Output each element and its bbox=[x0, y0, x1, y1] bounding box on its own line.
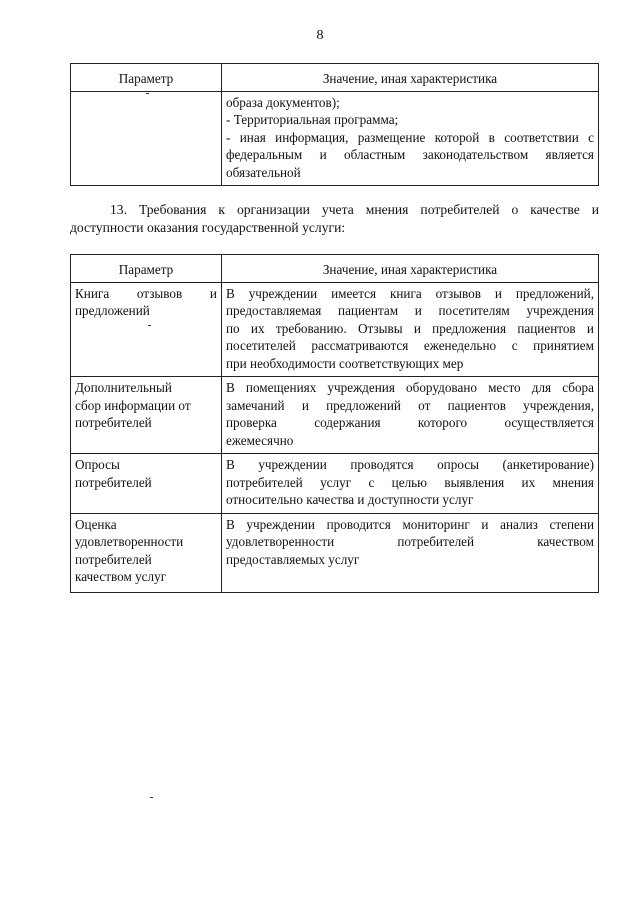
value-line: - иная информация, размещение которой в соответствии с bbox=[226, 129, 594, 145]
table-row bbox=[71, 377, 599, 454]
param-line: сбор информации от bbox=[75, 397, 191, 413]
value-cell bbox=[222, 91, 599, 186]
page-number: 8 bbox=[316, 28, 324, 43]
section-line-1: 13. Требования к организации учета мнения потребителей о качестве и bbox=[110, 202, 599, 217]
param-cell bbox=[71, 377, 222, 454]
table-row bbox=[71, 513, 599, 592]
value-line: В учреждении проводится мониторинг и анализ степени bbox=[226, 516, 594, 532]
param-line: Книга отзывов и bbox=[75, 285, 217, 301]
value-line: В помещениях учреждения оборудовано место для сбора bbox=[226, 380, 594, 395]
param-line: потребителей bbox=[75, 415, 152, 430]
section-line-2: доступности оказания государственной услуги: bbox=[70, 220, 346, 235]
value-line: В учреждении имеется книга отзывов и предложений, bbox=[226, 285, 594, 301]
header-value: Значение, иная характеристика bbox=[222, 255, 599, 283]
param-cell bbox=[71, 282, 222, 377]
param-cell bbox=[71, 513, 222, 592]
value-line: предоставляемая пациентам и посетителям учреждения bbox=[226, 303, 594, 318]
param-line: предложений bbox=[75, 303, 150, 318]
value-line: посетителей рассматриваются еженедельно с принятием bbox=[226, 338, 594, 353]
value-line: потребителей услуг с целью выявления их мнения bbox=[226, 474, 594, 490]
feedback-table bbox=[70, 254, 599, 593]
param-line: качеством услуг bbox=[75, 569, 167, 584]
continuation-table bbox=[70, 63, 599, 186]
scan-mark bbox=[146, 93, 149, 94]
table-row bbox=[71, 91, 599, 186]
scan-mark bbox=[150, 797, 153, 798]
value-cell bbox=[222, 513, 599, 592]
param-cell bbox=[71, 91, 222, 186]
value-line: по их требованию. Отзывы и предложения пациентов и bbox=[226, 320, 594, 336]
value-line: удовлетворенности потребителей качеством bbox=[226, 534, 594, 549]
value-line: относительно качества и доступности услуг bbox=[226, 492, 474, 507]
table-row bbox=[71, 282, 599, 377]
value-line: при необходимости соответствующих мер bbox=[226, 355, 464, 371]
value-line: образа документов); bbox=[226, 94, 340, 110]
value-line: проверка содержания которого осуществляется bbox=[226, 415, 594, 430]
param-line: удовлетворенности bbox=[75, 534, 184, 549]
section-13-text bbox=[70, 201, 599, 237]
param-line: потребителей bbox=[75, 474, 152, 490]
param-line: Опросы bbox=[75, 457, 120, 472]
table-header-row bbox=[71, 255, 599, 283]
table-row bbox=[71, 454, 599, 514]
param-line: Оценка bbox=[75, 516, 117, 532]
value-line: обязательной bbox=[226, 164, 301, 180]
header-param: Параметр bbox=[71, 64, 222, 92]
value-line: ежемесячно bbox=[226, 432, 294, 448]
param-cell bbox=[71, 454, 222, 514]
scan-mark bbox=[148, 325, 151, 326]
value-line: - Территориальная программа; bbox=[226, 112, 399, 127]
value-line: предоставляемых услуг bbox=[226, 551, 360, 567]
value-line: В учреждении проводятся опросы (анкетирование) bbox=[226, 457, 594, 472]
param-line: Дополнительный bbox=[75, 380, 172, 395]
value-cell bbox=[222, 377, 599, 454]
value-cell bbox=[222, 282, 599, 377]
value-line: федеральным и областным законодательством является bbox=[226, 147, 594, 162]
value-cell bbox=[222, 454, 599, 514]
value-line: замечаний и предложений от пациентов учреждения, bbox=[226, 397, 594, 413]
header-value: Значение, иная характеристика bbox=[222, 64, 599, 92]
header-param: Параметр bbox=[71, 255, 222, 283]
table-header-row bbox=[71, 64, 599, 92]
param-line: потребителей bbox=[75, 551, 152, 567]
